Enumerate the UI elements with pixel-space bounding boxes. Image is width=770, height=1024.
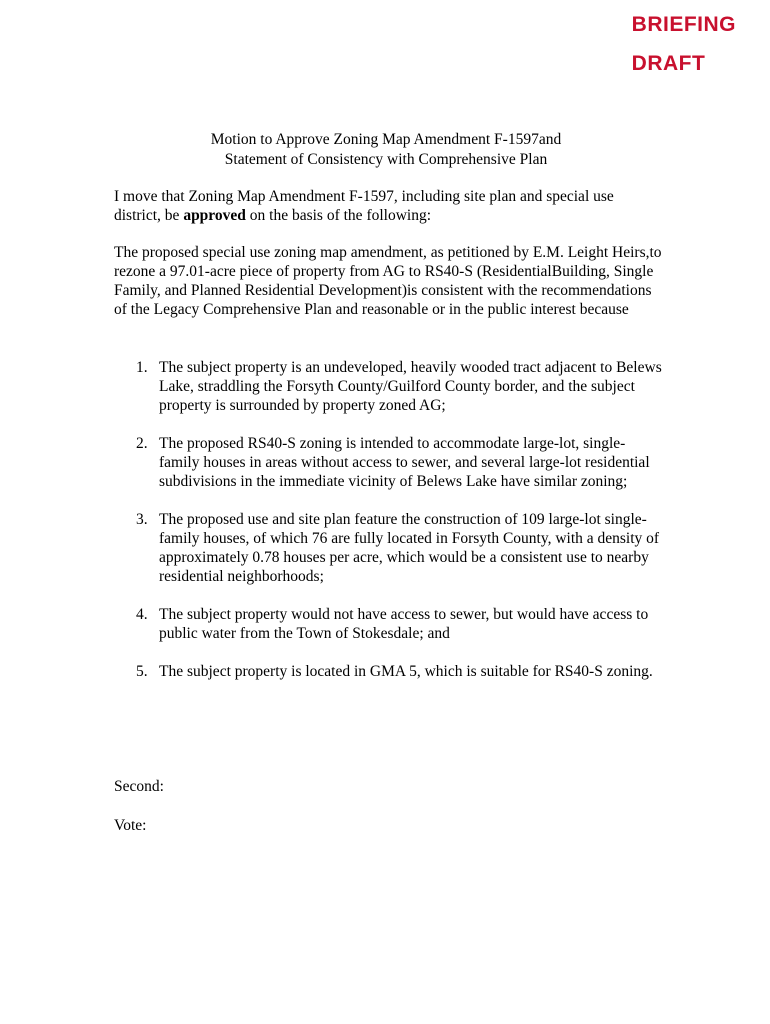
list-item (114, 434, 664, 491)
list-item-number: 4. (136, 606, 148, 623)
list-item (114, 358, 664, 415)
list-item-text: The proposed use and site plan feature the construction of 109 large-lot single-family houses, of which 76 are fully located in Forsyth County, with a density of approximately 0.78 houses per acre, which would be a consistent use to nearby residential neighborhoods; (159, 511, 660, 585)
list-item-text: The subject property is located in GMA 5, which is suitable for RS40-S zoning. (159, 663, 653, 680)
list-item-text: The subject property would not have access to sewer, but would have access to public water from the Town of Stokesdale; and (159, 606, 649, 642)
list-item-number: 3. (136, 511, 148, 528)
title-line-2: Statement of Consistency with Comprehensive Plan (224, 150, 548, 168)
briefing-draft-stamp (632, 14, 736, 74)
title-line-1: Motion to Approve Zoning Map Amendment F-1597and (210, 131, 562, 148)
list-item (114, 662, 664, 681)
list-item-number: 5. (136, 663, 148, 680)
motion-paragraph (114, 187, 664, 225)
list-item-number: 2. (136, 435, 148, 452)
stamp-line-briefing: BRIEFING (631, 13, 736, 36)
list-item-number: 1. (136, 359, 148, 376)
reasons-list (114, 358, 664, 700)
motion-text-after: on the basis of the following: (245, 207, 432, 224)
document-title (114, 130, 658, 169)
stamp-line-draft: DRAFT (631, 52, 706, 75)
list-item (114, 510, 664, 586)
list-item-text: The proposed RS40-S zoning is intended to accommodate large-lot, single-family houses in areas without access to sewer, and several large-lot residential subdivisions in the immediate vicinity of Belews Lake have similar zoning; (159, 435, 650, 490)
proposed-amendment-paragraph: The proposed special use zoning map amendment, as petitioned by E.M. Leight Heirs,to rezone a 97.01-acre piece of property from AG to RS40-S (ResidentialBuilding, Single Family, and Planned Residential Development)is consistent with the recommendations of the Legacy Comprehensive Plan and reasonable or in the public interest because (114, 244, 662, 318)
vote-label: Vote: (114, 817, 147, 834)
list-item (114, 605, 664, 643)
motion-text-before: I move that Zoning Map Amendment F-1597, including site plan and special use district, be (114, 188, 614, 224)
motion-approved-bold: approved (183, 207, 246, 224)
list-item-text: The subject property is an undeveloped, heavily wooded tract adjacent to Belews Lake, straddling the Forsyth County/Guilford County border, and the subject property is surrounded by property zoned AG; (159, 359, 662, 414)
second-label: Second: (114, 778, 164, 795)
